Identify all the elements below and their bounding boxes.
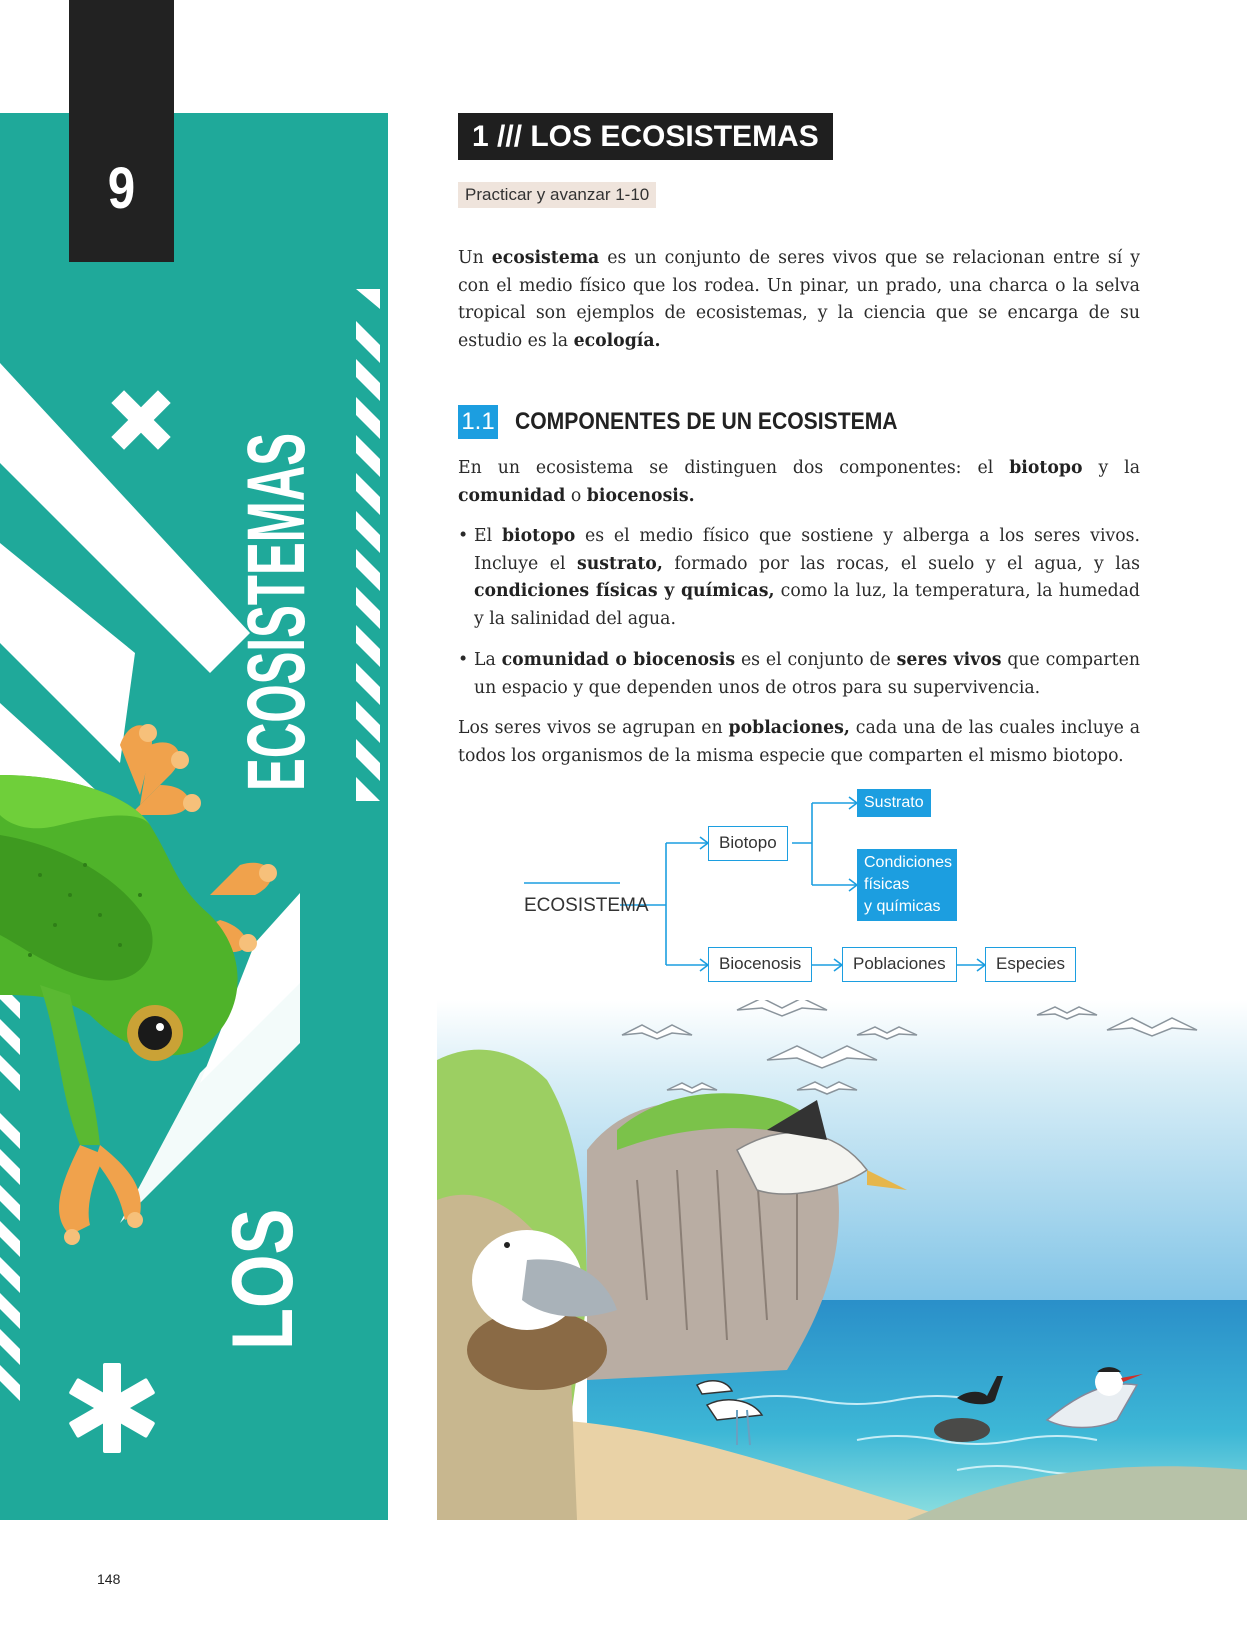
- asterisk-icon: [69, 1363, 156, 1453]
- intro-paragraph: Un ecosistema es un conjunto de seres vivos que se relacionan entre sí y con el medio físico que los rodea. Un pinar, un prado, una charca o la selva tropical son ejemplos de ecosistemas, y la ciencia que se encarga de su estudio es la ecología.: [458, 248, 1140, 351]
- practice-tag[interactable]: Practicar y avanzar 1-10: [458, 182, 656, 208]
- components-paragraph: En un ecosistema se distinguen dos componentes: el biotopo y la comunidad o biocenosis.: [458, 458, 1140, 506]
- diagram-node-sustrato: Sustrato: [857, 789, 931, 817]
- bullet-biotopo: • El biotopo es el medio físico que sostiene y alberga a los seres vivos. Incluye el sustrato, formado por las rocas, el suelo y el agua, y las condiciones físicas y químicas, como la luz, la temperatura, la humedad y la salinidad del agua.: [458, 523, 1140, 633]
- diagram-root-ecosistema: ECOSISTEMA: [524, 895, 649, 916]
- diagram-node-biocenosis: Biocenosis: [708, 947, 812, 982]
- frog-illustration: [0, 715, 300, 1275]
- condiciones-line-1: Condiciones: [864, 854, 953, 871]
- chapter-title-los: LOS: [215, 1208, 311, 1350]
- bullet-dot-icon: •: [458, 650, 469, 670]
- diagram-node-especies: Especies: [985, 947, 1076, 982]
- subsection-number-badge: 1.1: [458, 405, 498, 439]
- condiciones-line-3: y químicas: [864, 898, 941, 915]
- page-number: 148: [97, 1571, 121, 1587]
- chapter-title-ecosistemas: ECOSISTEMAS: [231, 432, 322, 791]
- bullet-dot-icon: •: [458, 526, 469, 546]
- condiciones-line-2: físicas: [864, 876, 910, 893]
- coastal-ecosystem-illustration: [437, 1000, 1247, 1520]
- diagram-node-condiciones: [857, 849, 957, 921]
- cross-mark-icon: [111, 390, 170, 449]
- diagram-node-poblaciones: Poblaciones: [842, 947, 957, 982]
- populations-paragraph: Los seres vivos se agrupan en poblaciones, cada una de las cuales incluye a todos los organismos de la misma especie que comparten el mismo biotopo.: [458, 718, 1140, 766]
- chapter-number-box: [69, 0, 174, 262]
- section-heading: 1 /// LOS ECOSISTEMAS: [458, 113, 833, 160]
- subsection-title: COMPONENTES DE UN ECOSISTEMA: [515, 408, 898, 435]
- chapter-number: 9: [107, 156, 136, 221]
- diagram-node-biotopo: Biotopo: [708, 826, 788, 861]
- bullet-comunidad: • La comunidad o biocenosis es el conjunto de seres vivos que comparten un espacio y que dependen unos de otros para su supervivencia.: [458, 647, 1140, 702]
